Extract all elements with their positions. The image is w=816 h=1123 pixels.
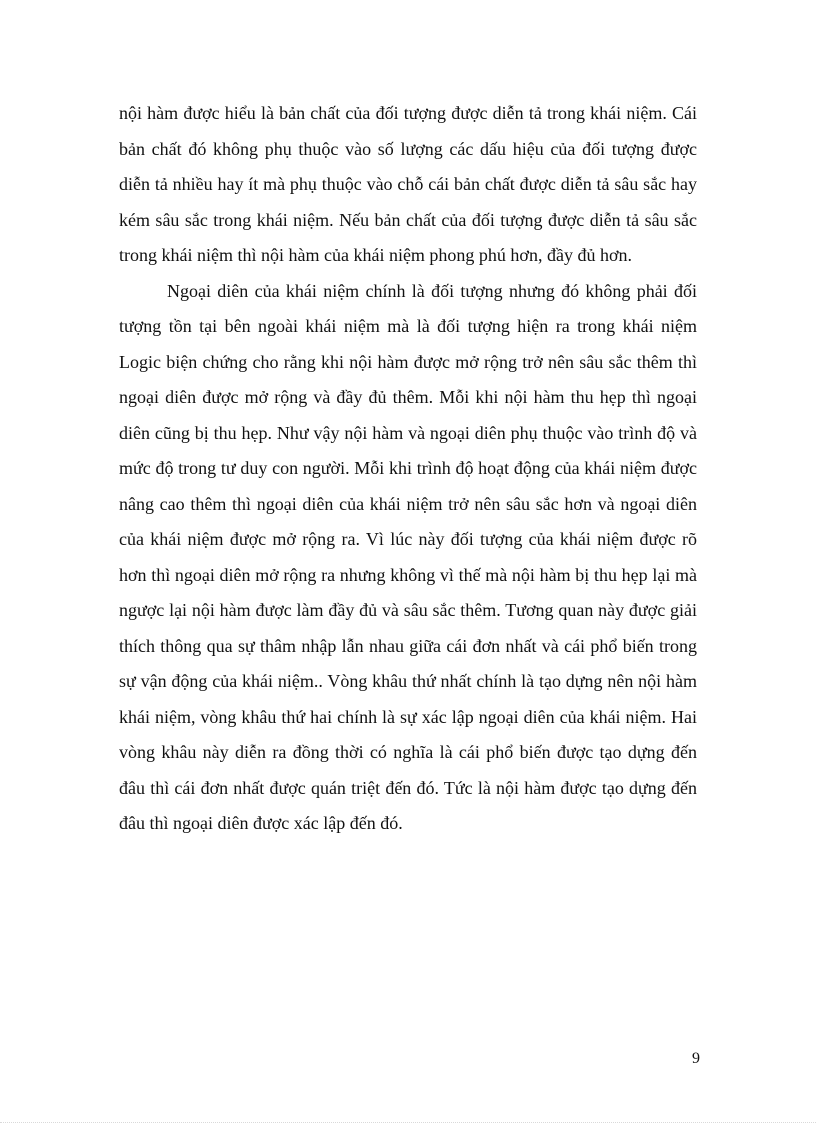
body-text bbox=[119, 96, 697, 842]
paragraph-1: nội hàm được hiểu là bản chất của đối tượng được diễn tả trong khái niệm. Cái bản chất đó không phụ thuộc vào số lượng các dấu hiệu của đối tượng được diễn tả nhiều hay ít mà phụ thuộc vào chỗ cái bản chất được diễn tả sâu sắc hay kém sâu sắc trong khái niệm. Nếu bản chất của đối tượng được diễn tả sâu sắc trong khái niệm thì nội hàm của khái niệm phong phú hơn, đầy đủ hơn. bbox=[119, 103, 697, 265]
page-number: 9 bbox=[692, 1050, 700, 1067]
paragraph-2: Ngoại diên của khái niệm chính là đối tượng nhưng đó không phải đối tượng tồn tại bên ngoài khái niệm mà là đối tượng hiện ra trong khái niệm Logic biện chứng cho rằng khi nội hàm được mở rộng trở nên sâu sắc thêm thì ngoại diên được mở rộng và đầy đủ thêm. Mỗi khi nội hàm thu hẹp thì ngoại diên cũng bị thu hẹp. Như vậy nội hàm và ngoại diên phụ thuộc vào trình độ và mức độ trong tư duy con người. Mỗi khi trình độ hoạt động của khái niệm được nâng cao thêm thì ngoại diên của khái niệm trở nên sâu sắc hơn và ngoại diên của khái niệm được mở rộng ra. Vì lúc này đối tượng của khái niệm được rõ hơn thì ngoại diên mở rộng ra nhưng không vì thế mà nội hàm bị thu hẹp lại mà ngược lại nội hàm được làm đầy đủ và sâu sắc thêm. Tương quan này được giải thích thông qua sự thâm nhập lẫn nhau giữa cái đơn nhất và cái phổ biến trong sự vận động của khái niệm.. Vòng khâu thứ nhất chính là tạo dựng nên nội hàm khái niệm, vòng khâu thứ hai chính là sự xác lập ngoại diên của khái niệm. Hai vòng khâu này diễn ra đồng thời có nghĩa là cái phổ biến được tạo dựng đến đâu thì cái đơn nhất được quán triệt đến đó. Tức là nội hàm được tạo dựng đến đâu thì ngoại diên được xác lập đến đó. bbox=[119, 280, 697, 833]
